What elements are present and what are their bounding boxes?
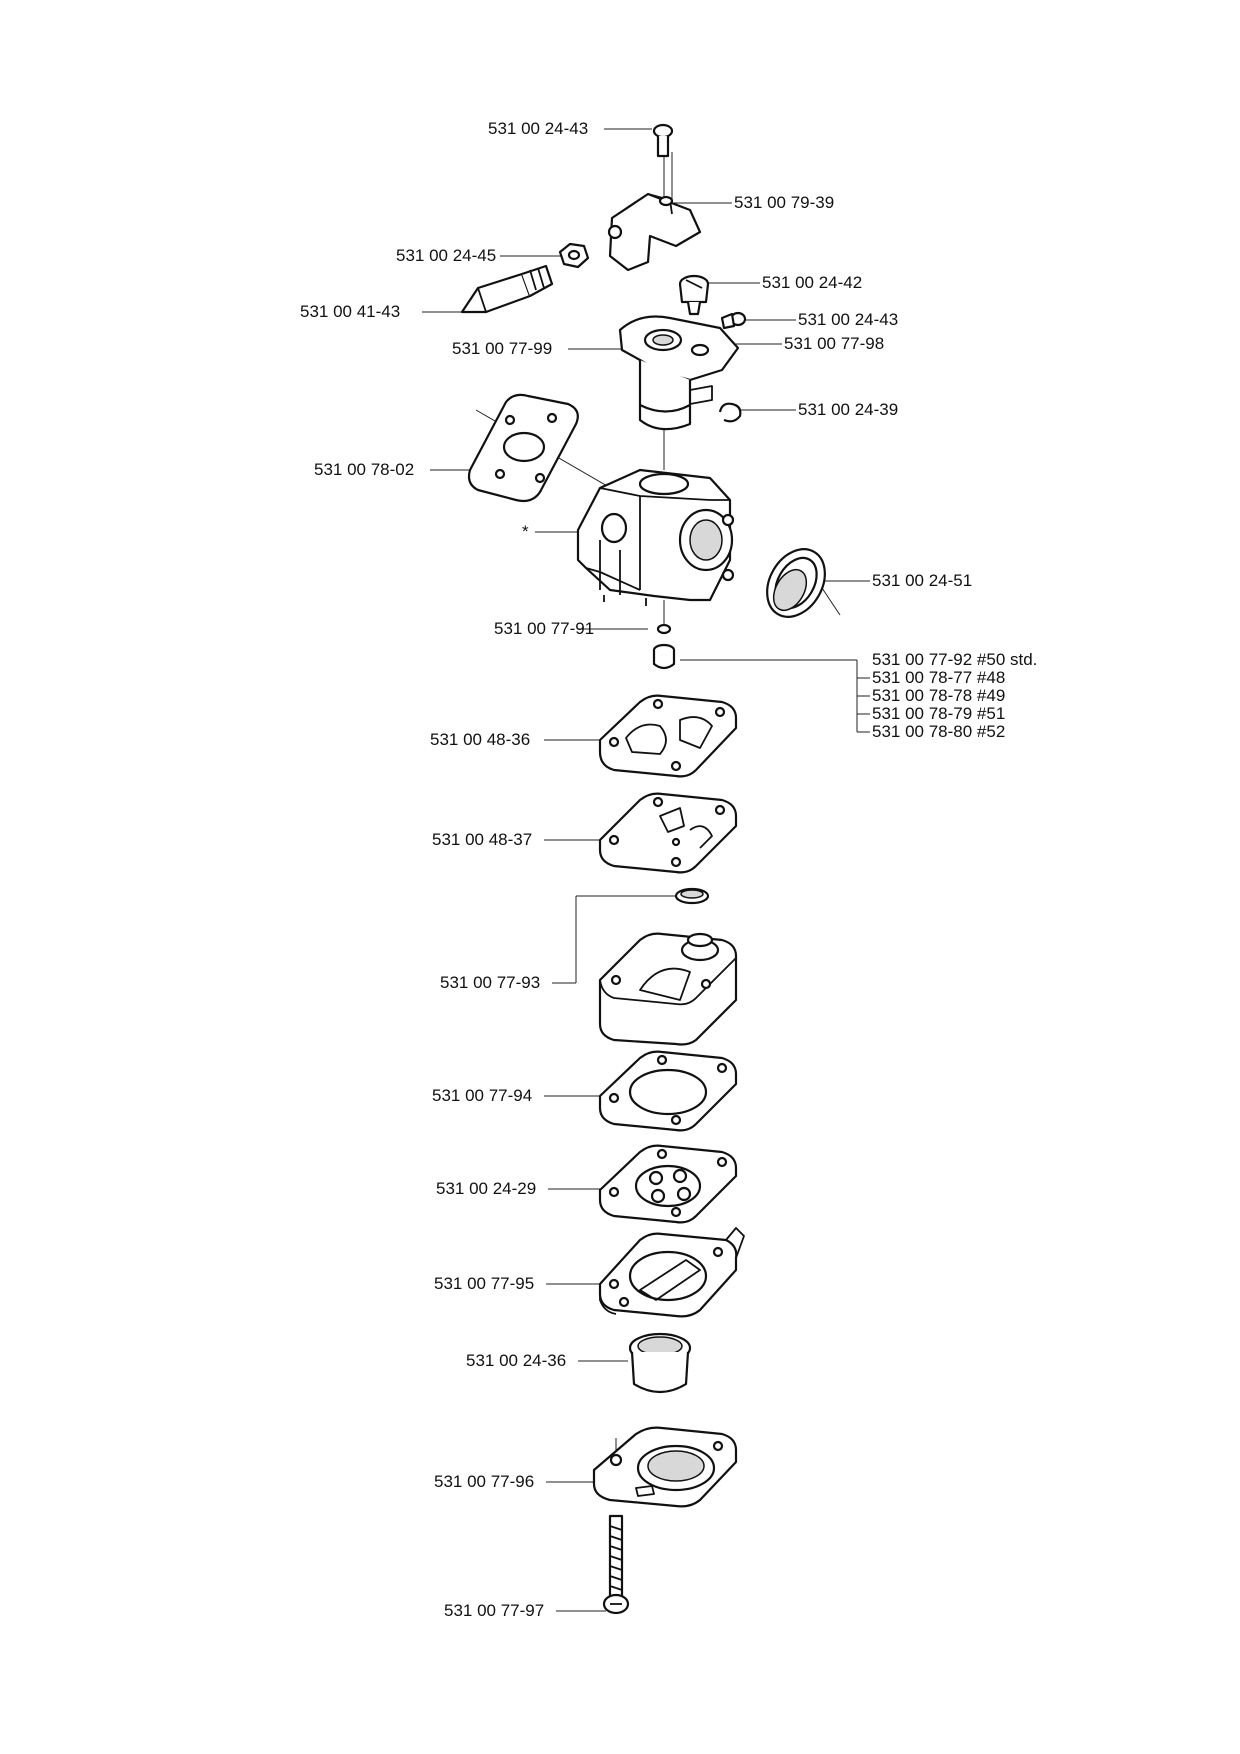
top-gasket-part	[469, 395, 578, 501]
bracket-part	[609, 194, 700, 270]
label-metering-cover: 531 00 77-95	[434, 1274, 535, 1293]
bulb-retainer-part	[594, 1428, 736, 1507]
label-throttle-lever: 531 00 77-98	[784, 334, 885, 353]
primer-bulb-part	[630, 1334, 690, 1392]
top-screw-part	[654, 125, 672, 156]
adjuster-needle-part	[680, 276, 708, 314]
label-primer-bulb: 531 00 24-36	[466, 1351, 567, 1370]
label-gasket-3: 531 00 77-94	[432, 1086, 533, 1105]
label-bulb-retainer: 531 00 77-96	[434, 1472, 535, 1491]
o-ring-part	[658, 625, 670, 633]
small-screw-part	[722, 313, 745, 328]
label-gasket-top: 531 00 78-02	[314, 460, 415, 479]
metering-cover-part	[600, 1228, 744, 1316]
label-throttle-shaft: 531 00 77-99	[452, 339, 553, 358]
label-gasket-1: 531 00 48-36	[430, 730, 531, 749]
label-jet-option: 531 00 78-80 #52	[872, 722, 1006, 741]
label-gasket-2: 531 00 48-37	[432, 830, 533, 849]
screen-disc-part	[676, 889, 708, 903]
label-jet-option: 531 00 78-79 #51	[872, 704, 1006, 723]
label-nut: 531 00 24-45	[396, 246, 497, 265]
gasket-1-part	[600, 696, 736, 777]
nut-part	[560, 244, 588, 267]
clip-part	[720, 404, 740, 422]
label-seal-ring: 531 00 24-51	[872, 571, 973, 590]
pump-cover-part	[600, 934, 736, 1045]
label-jet-option: 531 00 77-92 #50 std.	[872, 650, 1038, 669]
carburetor-body-part	[578, 470, 733, 606]
idle-screw-part	[462, 266, 552, 312]
label-pump-cover: 531 00 77-93	[440, 973, 541, 992]
seal-ring-part	[755, 539, 836, 627]
jet-part	[654, 645, 674, 668]
label-diaphragm: 531 00 24-29	[436, 1179, 537, 1198]
long-screw-part	[604, 1516, 628, 1613]
label-clip: 531 00 24-39	[798, 400, 899, 419]
label-o-ring: 531 00 77-91	[494, 619, 595, 638]
label-jet-option: 531 00 78-77 #48	[872, 668, 1006, 687]
label-long-screw: 531 00 77-97	[444, 1601, 545, 1620]
label-body-asterisk: *	[522, 522, 529, 541]
gasket-3-part	[600, 1052, 736, 1131]
label-jet-option: 531 00 78-78 #49	[872, 686, 1006, 705]
label-adjuster: 531 00 24-42	[762, 273, 863, 292]
label-bracket: 531 00 79-39	[734, 193, 835, 212]
diaphragm-part	[600, 1146, 736, 1223]
label-idle-screw: 531 00 41-43	[300, 302, 401, 321]
label-screw-small: 531 00 24-43	[798, 310, 899, 329]
gasket-2-part	[600, 794, 736, 873]
label-screw-top: 531 00 24-43	[488, 119, 589, 138]
